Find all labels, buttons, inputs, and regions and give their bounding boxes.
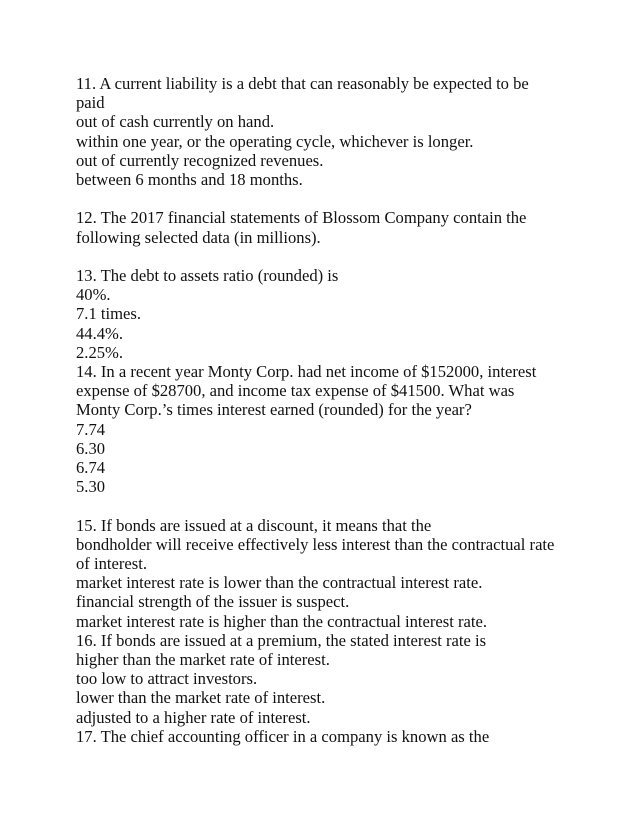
question-16-option-4: adjusted to a higher rate of interest. bbox=[76, 707, 311, 727]
blank-line bbox=[76, 496, 616, 515]
question-14-stem-continued: Monty Corp.’s times interest earned (rounded) for the year? bbox=[76, 400, 472, 420]
question-15-option-4: market interest rate is higher than the contractual interest rate. bbox=[76, 611, 487, 631]
question-15-stem: 15. If bonds are issued at a discount, it means that the bbox=[76, 515, 432, 535]
question-12-stem: 12. The 2017 financial statements of Blossom Company contain the bbox=[76, 208, 527, 228]
question-11-stem-continued: paid bbox=[76, 93, 105, 113]
question-13-option-3: 44.4%. bbox=[76, 323, 124, 343]
question-15-option-3: financial strength of the issuer is suspect. bbox=[76, 592, 350, 612]
question-11-option-2: within one year, or the operating cycle, whichever is longer. bbox=[76, 131, 474, 151]
question-15-option-2: market interest rate is lower than the contractual interest rate. bbox=[76, 573, 483, 593]
question-11-option-3: out of currently recognized revenues. bbox=[76, 150, 324, 170]
question-17-stem: 17. The chief accounting officer in a company is known as the bbox=[76, 726, 490, 746]
question-14-option-1: 7.74 bbox=[76, 419, 106, 439]
question-13-option-2: 7.1 times. bbox=[76, 304, 141, 324]
question-14-option-3: 6.74 bbox=[76, 458, 106, 478]
question-11-option-1: out of cash currently on hand. bbox=[76, 112, 275, 132]
question-13-option-1: 40%. bbox=[76, 285, 111, 305]
question-16-stem: 16. If bonds are issued at a premium, the stated interest rate is bbox=[76, 630, 487, 650]
question-11-option-4: between 6 months and 18 months. bbox=[76, 170, 303, 190]
question-14-stem: 14. In a recent year Monty Corp. had net income of $152000, interest bbox=[76, 362, 537, 382]
question-14-option-4: 5.30 bbox=[76, 477, 106, 497]
question-14-stem-continued: expense of $28700, and income tax expense of $41500. What was bbox=[76, 381, 515, 401]
question-13-option-4: 2.25%. bbox=[76, 342, 124, 362]
document-page bbox=[76, 74, 616, 746]
question-16-option-2: too low to attract investors. bbox=[76, 669, 258, 689]
question-13-stem: 13. The debt to assets ratio (rounded) is bbox=[76, 266, 339, 285]
question-14-option-2: 6.30 bbox=[76, 438, 106, 458]
question-15-option-1-continued: of interest. bbox=[76, 554, 147, 574]
question-16-option-3: lower than the market rate of interest. bbox=[76, 688, 326, 708]
question-11-stem: 11. A current liability is a debt that can reasonably be expected to be bbox=[76, 74, 529, 93]
blank-line bbox=[76, 247, 616, 266]
question-12-stem-continued: following selected data (in millions). bbox=[76, 227, 321, 247]
question-15-option-1: bondholder will receive effectively less interest than the contractual rate bbox=[76, 534, 555, 554]
question-16-option-1: higher than the market rate of interest. bbox=[76, 650, 330, 670]
blank-line bbox=[76, 189, 616, 208]
